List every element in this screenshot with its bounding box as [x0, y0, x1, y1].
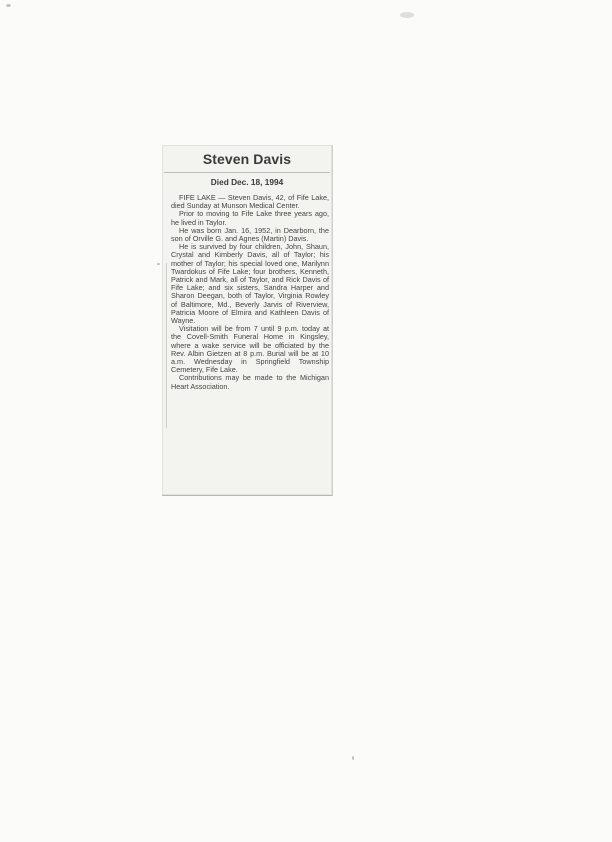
scan-speck	[400, 12, 414, 18]
paragraph: Contributions may be made to the Michigan Heart Association.	[171, 373, 329, 391]
paragraph: Visitation will be from 7 until 9 p.m. today at the Covell-Smith Funeral Home in Kingsley, where a wake service will be officiated by the Rev. Albin Gietzen at 8 p.m. Burial will be at 10 a.m. Wednesday in Springfield Township Cemetery, Fife Lake.	[171, 324, 329, 375]
divider	[164, 172, 330, 173]
newspaper-clipping	[162, 145, 333, 496]
paragraph: He was born Jan. 16, 1952, in Dearborn, the son of Orville G. and Agnes (Martin) Davis.	[171, 225, 329, 244]
obituary-death-date: Died Dec. 18, 1994	[210, 177, 284, 187]
paragraph: Prior to moving to Fife Lake three years ago, he lived in Taylor.	[171, 209, 329, 227]
paragraph: He is survived by four children, John, Shaun, Crystal and Kimberly Davis, all of Taylor; his mother of Taylor; his special loved one, Marilynn Twardokus of Fife Lake; four brothers, Kenneth, Patrick and Mark, all of Taylor, and Rick Davis of Fife Lake; and six sisters, Sandra Harper and Sharon Deegan, both of Taylor, Virginia Rowley of Baltimore, Md., Beverly Jarvis of Riverview, Patricia Moore of Elmira and Kathleen Davis of Wayne.	[171, 242, 329, 326]
obituary-body	[171, 194, 329, 391]
scan-speck	[157, 263, 160, 265]
obituary-name: Steven Davis	[202, 151, 292, 167]
scan-speck	[6, 4, 11, 7]
paragraph: FIFE LAKE — Steven Davis, 42, of Fife Lake, died Sunday at Munson Medical Center.	[171, 193, 329, 211]
divider	[166, 263, 167, 428]
scan-speck	[352, 756, 354, 760]
